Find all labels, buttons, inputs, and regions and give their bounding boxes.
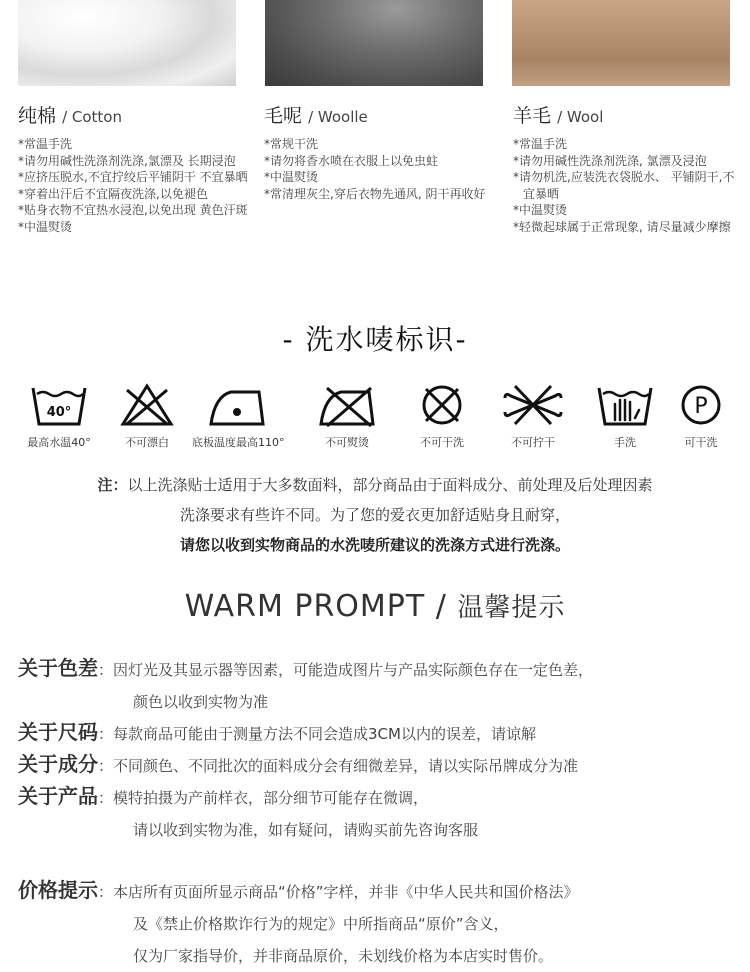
about-key: 关于成分 (18, 752, 98, 776)
care-item: *穿着出汗后不宜隔夜洗涤,以免褪色 (18, 186, 208, 201)
fabric-title (18, 103, 248, 130)
cotton-care-column (18, 103, 248, 235)
care-item: *轻微起球属于正常现象, 请尽量减少摩擦 (513, 219, 731, 234)
about-color-diff (18, 652, 738, 718)
about-key: 关于产品 (18, 784, 98, 808)
note-text: 以上洗涤贴士适用于大多数面料，部分商品由于面料成分、前处理及后处理因素 (127, 476, 653, 494)
about-text: 仅为厂家指导价，并非商品原价，未划线价格为本店实时售价。 (133, 947, 554, 965)
symbol-label: 可干洗 (684, 436, 718, 449)
fabric-name-en: / Cotton (62, 108, 122, 126)
about-text: 每款商品可能由于测量方法不同会造成3CM以内的误差，请谅解 (113, 725, 536, 743)
about-size (18, 716, 738, 750)
warm-prompt-title (0, 587, 750, 624)
about-text: 及《禁止价格欺诈行为的规定》中所指商品“原价”含义， (133, 915, 509, 933)
symbol-label: 不可熨烫 (325, 436, 369, 449)
care-item: *请勿将香水喷在衣服上以免虫蛀 (264, 153, 439, 168)
care-item: *中温熨烫 (513, 203, 568, 217)
care-item: *常规干洗 (264, 137, 319, 151)
fabric-title (264, 103, 494, 130)
care-list (264, 136, 494, 202)
care-item: *常温手洗 (18, 137, 73, 151)
symbol-no-iron (302, 382, 392, 450)
fabric-name-cn: 羊毛 (513, 105, 552, 127)
about-key: 价格提示 (18, 878, 98, 902)
about-text: 不同颜色、不同批次的面料成分会有细微差异，请以实际吊牌成分为准 (113, 757, 579, 775)
care-item: *应挤压脱水,不宜拧绞后平铺阴干 不宜暴晒 (18, 170, 248, 184)
no-iron-icon (315, 382, 379, 428)
fabric-name-cn: 纯棉 (18, 105, 57, 127)
symbol-label: 不可干洗 (420, 436, 464, 449)
symbol-label: 最高水温40° (27, 436, 91, 449)
about-sep: ： (98, 757, 114, 775)
care-note (0, 470, 750, 560)
care-list (18, 136, 248, 235)
about-text: 颜色以收到实物为准 (133, 693, 269, 711)
about-key: 关于色差 (18, 656, 98, 680)
wash-label-section-title: - 洗水唛标识- (282, 323, 468, 356)
fabric-title (513, 103, 743, 130)
symbol-iron-110 (192, 382, 285, 450)
about-composition (18, 748, 738, 782)
iron-110-icon (205, 382, 269, 428)
symbol-label: 不可拧干 (511, 436, 555, 449)
fabric-name-cn: 毛呢 (264, 105, 303, 127)
wool-fabric-photo (512, 0, 730, 86)
dryclean-letter: P (694, 394, 708, 419)
about-sep: ： (98, 789, 114, 807)
about-price (18, 874, 738, 972)
hand-wash-icon (595, 382, 655, 428)
about-sep: ： (98, 883, 114, 901)
care-item: *中温熨烫 (18, 219, 73, 234)
wool-care-column (513, 103, 743, 235)
care-list (513, 136, 743, 235)
no-dryclean-icon (412, 382, 472, 428)
note-head: 注： (97, 476, 128, 494)
no-wring-icon (501, 382, 565, 428)
symbol-no-dryclean (397, 382, 487, 450)
warm-prompt-sep: / (425, 589, 458, 624)
symbol-no-bleach (102, 382, 192, 450)
wash-temp-text: 40° (46, 405, 72, 420)
care-item: *常温手洗 (513, 137, 568, 151)
about-key: 关于尺码 (18, 720, 98, 744)
care-item: *请勿用碱性洗涤剂洗涤, 氯漂及浸泡 (513, 153, 707, 168)
symbol-label: 不可漂白 (125, 436, 169, 449)
dryclean-p-icon (671, 382, 731, 428)
fabric-name-en: / Woolle (308, 108, 368, 126)
about-sep: ： (98, 661, 114, 679)
note-line-2: 洗涤要求有些许不同。为了您的爱衣更加舒适贴身且耐穿， (179, 506, 570, 524)
cotton-fabric-photo (18, 0, 236, 86)
fabric-name-en: / Wool (557, 108, 604, 126)
note-line-1 (0, 470, 750, 500)
symbol-dryclean-p (656, 382, 746, 450)
symbol-label: 手洗 (614, 436, 636, 449)
wash-40-icon (29, 382, 89, 428)
about-text: 请以收到实物为准，如有疑问，请购买前先咨询客服 (133, 821, 479, 839)
warm-prompt-en: WARM PROMPT (184, 589, 426, 624)
care-item: *请勿用碱性洗涤剂洗涤,氯漂及 长期浸泡 (18, 153, 236, 168)
care-item: *贴身衣物不宜热水浸泡,以免出现 黄色汗斑 (18, 203, 248, 217)
care-item: *请勿机洗,应装洗衣袋脱水、 平铺阴干,不宜暴晒 (513, 170, 735, 201)
about-text: 模特拍摄为产前样衣，部分细节可能存在微调， (113, 789, 429, 807)
about-text: 本店所有页面所显示商品“价格”字样，并非《中华人民共和国价格法》 (113, 883, 579, 901)
no-bleach-icon (117, 382, 177, 428)
about-product (18, 780, 738, 846)
woolle-care-column (264, 103, 494, 202)
care-item: *中温熨烫 (264, 170, 319, 184)
woolle-fabric-photo (265, 0, 483, 86)
note-line-3: 请您以收到实物商品的水洗唛所建议的洗涤方式进行洗涤。 (179, 536, 570, 554)
symbol-label: 底板温度最高110° (192, 436, 285, 449)
symbol-wash-40 (14, 382, 104, 450)
about-sep: ： (98, 725, 114, 743)
warm-prompt-cn: 温馨提示 (457, 593, 566, 623)
symbol-no-wring (488, 382, 578, 450)
care-item: *常清理灰尘,穿后衣物先通风, 阴干再收好 (264, 186, 486, 201)
about-text: 因灯光及其显示器等因素，可能造成图片与产品实际颜色存在一定色差， (113, 661, 594, 679)
